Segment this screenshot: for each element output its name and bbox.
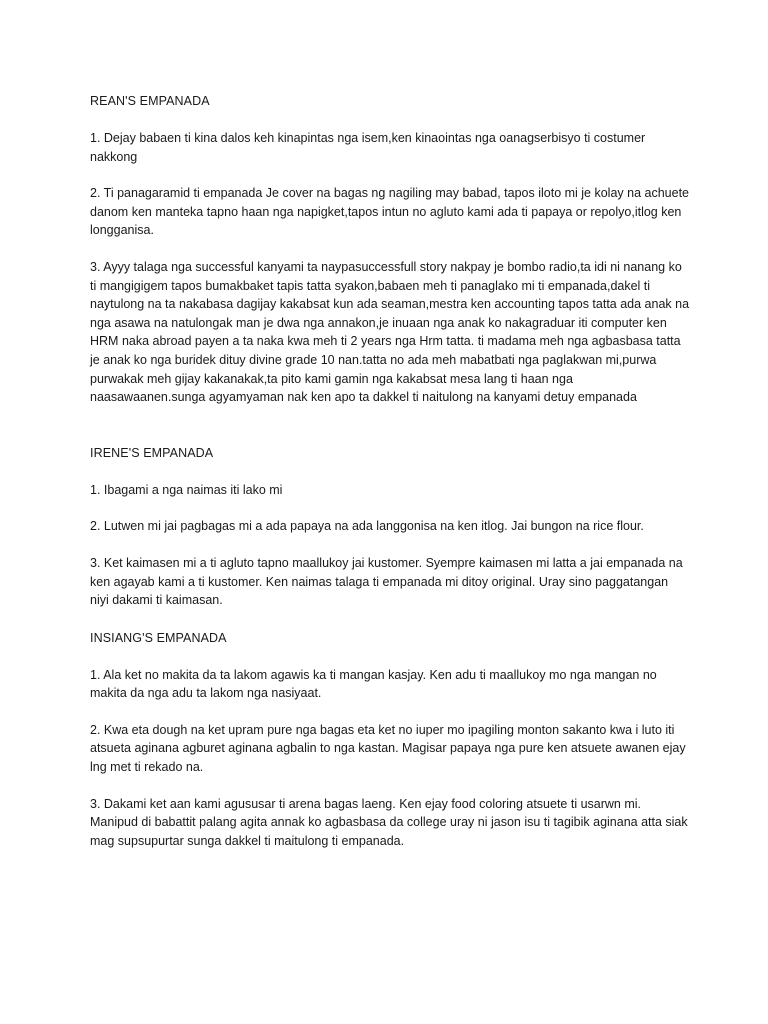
rean-item-3: 3. Ayyy talaga nga successful kanyami ta naypasuccessfull story nakpay je bombo radio,ta idi ni nanang ko ti mangigigem tapos bumakbaket tapis tatta syakon,babaen meh ti panaglako mi ti empanada,dakel ti naytulong na ta nakabasa dagijay kakabsat kun ada seaman,mestra ken accounting tapos tatta ada anak na nga asawa na natulongak man je dwa nga annakon,je inuaan nga anak ko nakagraduar iti computer ken HRM naka abroad payen a ta naka kwa meh ti 2 years nga Hrm tatta. ti madama meh nga agbasbasa tatta je anak ko nga buridek dituy divine grade 10 nan.tatta no ada meh mabatbati nga paglakwan mi,purwa purwakak meh gijay kakanakak,ta pito kami gamin nga kakabsat mesa lang ti haan nga naasawaanen.sunga agyamyaman nak ken apo ta dakkel ti naitulong na kanyami detuy empanada (90, 259, 690, 405)
rean-item-1: 1. Dejay babaen ti kina dalos keh kinapintas nga isem,ken kinaointas nga oanagserbisyo ti costumer nakkong (90, 131, 646, 164)
section-title-irene: IRENE'S EMPANADA (90, 445, 214, 460)
section-title-insiang: INSIANG'S EMPANADA (90, 630, 227, 645)
insiang-item-3: 3. Dakami ket aan kami agususar ti arena bagas laeng. Ken ejay food coloring atsuete ti usarwn mi. Manipud di babattit palang agita annak ko agbasbasa da college uray ni jason isu ti tagibik aginana atta siak mag supsupurtar sunga dakkel ti maitulong ti empanada. (90, 796, 688, 848)
insiang-item-2: 2. Kwa eta dough na ket upram pure nga bagas eta ket no iuper mo ipagiling monton sakanto kwa i luto iti atsueta aginana agburet aginana agbalin to nga kastan. Magisar papaya nga pure ken atsuete awanen ejay lng met ti rekado na. (90, 722, 686, 775)
rean-item-2: 2. Ti panagaramid ti empanada Je cover na bagas ng nagiling may babad, tapos iloto mi je kolay na achuete danom ken manteka tapno haan nga napigket,tapos intun no agluto kami ada ti papaya or repolyo,itlog ken longganisa. (90, 186, 689, 238)
section-title-rean: REAN'S EMPANADA (90, 94, 210, 108)
irene-item-1: 1. Ibagami a nga naimas iti lako mi (90, 482, 283, 497)
irene-item-2: 2. Lutwen mi jai pagbagas mi a ada papaya na ada langgonisa na ken itlog. Jai bungon na rice flour. (90, 519, 644, 534)
insiang-item-1: 1. Ala ket no makita da ta lakom agawis ka ti mangan kasjay. Ken adu ti maallukoy mo nga mangan no makita da nga adu ta lakom nga nasiyaat. (90, 667, 657, 701)
document-page (90, 92, 690, 850)
irene-item-3: 3. Ket kaimasen mi a ti agluto tapno maallukoy jai kustomer. Syempre kaimasen mi latta a jai empanada na ken agayab kami a ti kustomer. Ken naimas talaga ti empanada mi ditoy original. Uray sino paggatangan niyi dakami ti kaimasan. (90, 555, 683, 608)
